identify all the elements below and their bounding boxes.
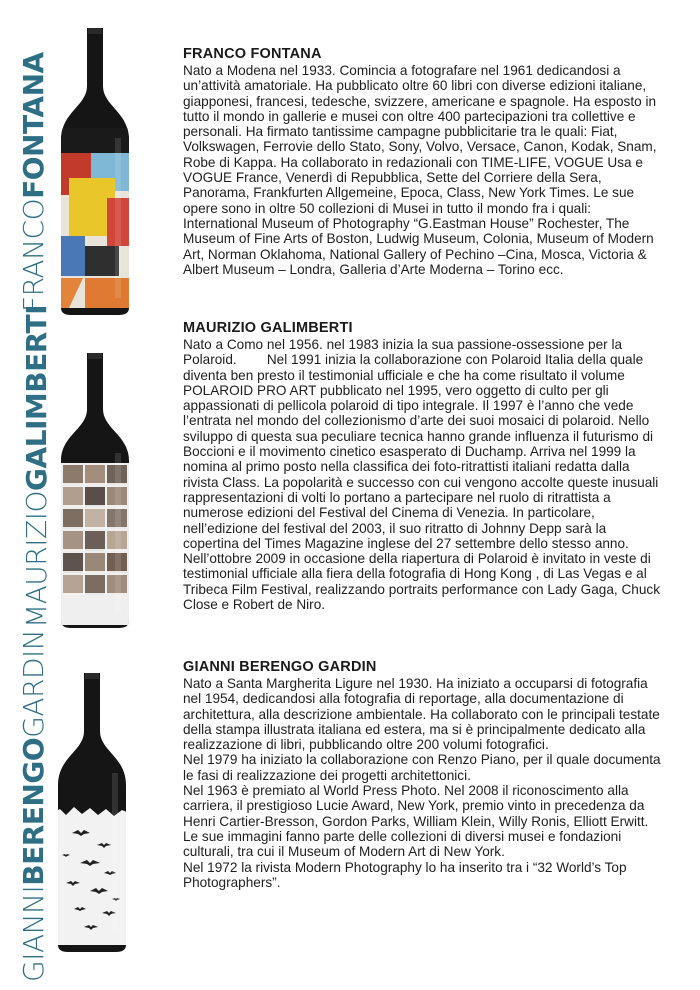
name-first: MAURIZIO [20, 491, 53, 628]
photographer-bio [183, 63, 665, 277]
name-last: GARDIN [17, 629, 50, 738]
name-middle: BERENGO [17, 737, 50, 886]
name-first: FRANCO [17, 198, 50, 312]
bio-paragraph: Nato a Santa Margherita Ligure nel 1930. Ha iniziato a occuparsi di fotografia nel 1954, dedicandosi alla fotografia di reportage, alla documentazione di architettura, alla descrizione ambientale. Ha collaborato con le principali testate della stampa illustrata italiana ed estera, ma si è principalmente dedicato alla realizzazione di libri, pubblicando oltre 200 volumi fotografici. [183, 676, 660, 753]
bio-paragraph: Nel 1979 ha iniziato la collaborazione con Renzo Piano, per il quale documenta le fasi di realizzazione dei progetti architettonici. [183, 752, 661, 783]
photographer-bio [183, 337, 665, 612]
bio-paragraph: Le sue immagini fanno parte delle collezioni di diversi musei e fondazioni culturali, tra cui il Museum of Modern Art di New York. [183, 828, 622, 860]
photographer-title: GIANNI BERENGO GARDIN [183, 659, 377, 675]
bio-paragraph: Nato a Como nel 1956. nel 1983 inizia la sua passione-ossessione per la Polaroid. Nel 1991 inizia la collaborazione con Polaroid Italia della quale diventa ben presto il testimonial ufficiale e che ha come risultato il volume POLAROID PRO ART pubblicato nel 1995, vero oggetto di culto per gli appassionati di pellicola polaroid di tipo integrale. Il 1997 è l’anno che vede l’entrata nel mondo del collezionismo d’arte dei suoi mosaici di polaroid. Nello sviluppo di questa sua peculiare tecnica hanno grande influenza il futurismo di Boccioni e il movimento cinetico esasperato di Duchamp. Arriva nel 1999 la nomina al primo posto nella classifica dei foto-ritrattisti italiani redatta dalla rivista Class. La popolarità e successo con cui vengono accolte queste inusuali rappresentazioni di volti lo portano a partecipare nel ruolo di ritrattista a numerose edizioni del Festival del Cinema di Venezia. In particolare, nell’edizione del festival del 2003, il suo ritratto di Johnny Depp sarà la copertina del Times Magazine inglese del 27 settembre dello stesso anno. Nell’ottobre 2009 in occasione della riapertura di Polaroid è invitato in veste di testimonial ufficiale alla fiera della fotografia di Hong Kong , di Las Vegas e al Tribeca Film Festival, realizzando portraits performance con Lady Gaga, Chuck Close e Robert de Niro. [183, 337, 664, 613]
bio-paragraph: Nel 1963 è premiato al World Press Photo. Nel 2008 il riconoscimento alla carriera, il prestigioso Lucie Award, New York, premio vinto in precedenza da Henri Cartier-Bresson, Gordon Parks, William Klein, Willy Ronis, Elliott Erwitt. [183, 783, 649, 829]
bio-paragraph: Nato a Modena nel 1933. Comincia a fotografare nel 1961 dedicandosi a un’attività amatoriale. Ha pubblicato oltre 60 libri con diverse edizioni italiane, giapponesi, francesi, tedesche, svizzere, americane e spagnole. Ha esposto in tutto il mondo in gallerie e musei con oltre 400 partecipazioni tra collettive e personali. Ha firmato tantissime campagne pubblicitarie tra le quali: Fiat, Volkswagen, Ferrovie dello Stato, Sony, Volvo, Versace, Canon, Kodak, Snam, Robe di Kappa. Ha collaborato in redazionali con TIME-LIFE, VOGUE Usa e VOGUE France, Venerdì di Repubblica, Sette del Corriere della Sera, Panorama, Frankfurten Allgemeine, Epoca, Class, New York Times. Le sue opere sono in oltre 50 collezioni di Musei in tutto il mondo fra i quali: International Museum of Photography “G.Eastman House” Rochester, The Museum of Fine Arts of Boston, Ludwig Museum, Colonia, Museum of Modern Art, Norman Oklahoma, National Gallery of Pechino –Cina, Mosca, Victoria & Albert Museum – Londra, Galleria d’Arte Moderna – Torino ecc. [183, 63, 657, 277]
photographer-title: MAURIZIO GALIMBERTI [183, 320, 353, 336]
wine-bottle-berengo-gardin [52, 673, 132, 953]
section-gianni-berengo-gardin [0, 629, 700, 990]
vertical-name-maurizio-galimberti [20, 304, 53, 628]
wine-bottle-galimberti [55, 353, 135, 629]
name-last: FONTANA [17, 52, 50, 199]
vertical-name-franco-fontana [17, 52, 50, 312]
name-first: GIANNI [17, 885, 50, 982]
wine-bottle-fontana [55, 28, 135, 316]
bio-paragraph: Nel 1972 la rivista Modern Photography lo ha inserito tra i “32 World’s Top Photographers”. [183, 859, 627, 890]
vertical-name-gianni-berengo-gardin [17, 629, 50, 982]
section-maurizio-galimberti [0, 304, 700, 655]
section-franco-fontana [0, 0, 700, 315]
photographer-bio [183, 676, 665, 890]
photographer-title: FRANCO FONTANA [183, 46, 322, 62]
name-last: GALIMBERTI [20, 304, 53, 491]
